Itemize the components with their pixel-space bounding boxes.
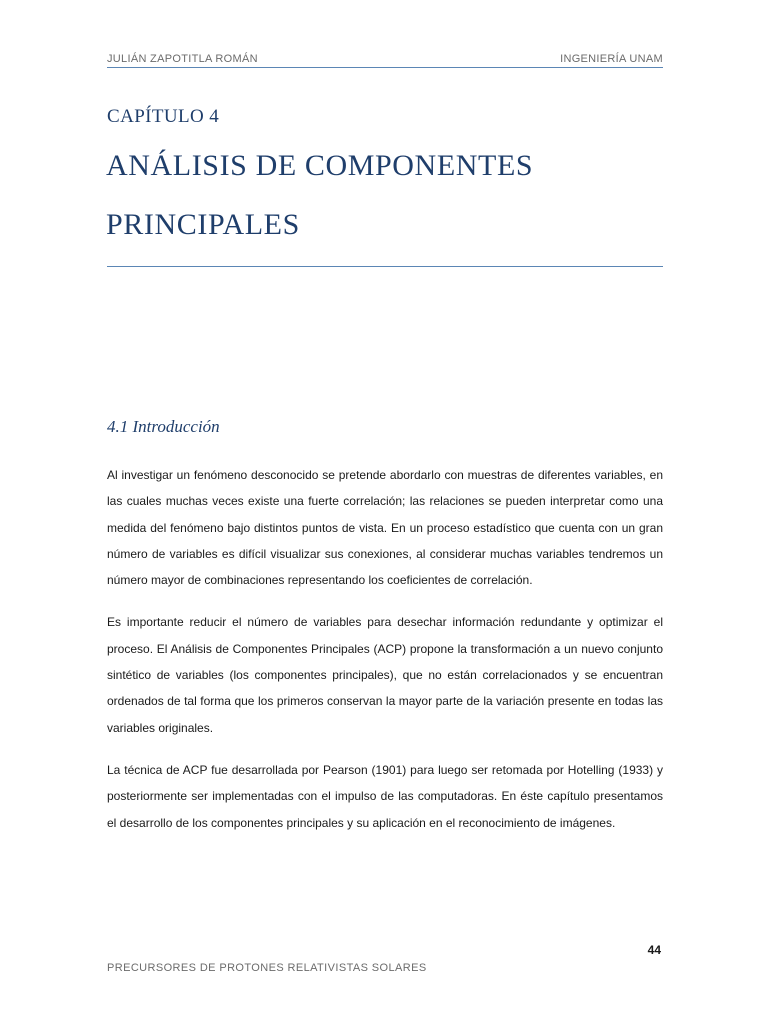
page-number: 44 [647, 943, 661, 957]
chapter-title: ANÁLISIS DE COMPONENTES PRINCIPALES [106, 149, 534, 241]
body-text [107, 462, 663, 852]
title-divider [107, 266, 663, 267]
running-header [107, 45, 663, 65]
section-heading: 4.1 Introducción [107, 417, 220, 436]
paragraph: Es importante reducir el número de variables para desechar información redundante y optimizar el proceso. El Análisis de Componentes Principales (ACP) propone la transformación a un nuevo conjunto sintético de variables (los componentes principales), que no están correlacionados y se encuentran ordenados de tal forma que los primeros conservan la mayor parte de la variación presente en todas las variables originales. [107, 615, 663, 735]
header-author: JULIÁN ZAPOTITLA ROMÁN [107, 53, 258, 65]
header-institution: INGENIERÍA UNAM [560, 53, 663, 65]
running-footer: PRECURSORES DE PROTONES RELATIVISTAS SOLARES [107, 962, 427, 974]
paragraph: La técnica de ACP fue desarrollada por Pearson (1901) para luego ser retomada por Hotelling (1933) y posteriormente ser implementadas con el impulso de las computadoras. En éste capítulo presentamos el desarrollo de los componentes principales y su aplicación en el reconocimiento de imágenes. [107, 762, 663, 830]
header-divider [107, 67, 663, 68]
paragraph: Al investigar un fenómeno desconocido se pretende abordarlo con muestras de diferentes variables, en las cuales muchas veces existe una fuerte correlación; las relaciones se pueden interpretar como una medida del fenómeno bajo distintos puntos de vista. En un proceso estadístico que cuenta con un gran número de variables es difícil visualizar sus conexiones, al considerar muchas variables tendremos un número mayor de combinaciones representando los coeficientes de correlación. [107, 468, 663, 588]
chapter-label: CAPÍTULO 4 [107, 106, 220, 127]
